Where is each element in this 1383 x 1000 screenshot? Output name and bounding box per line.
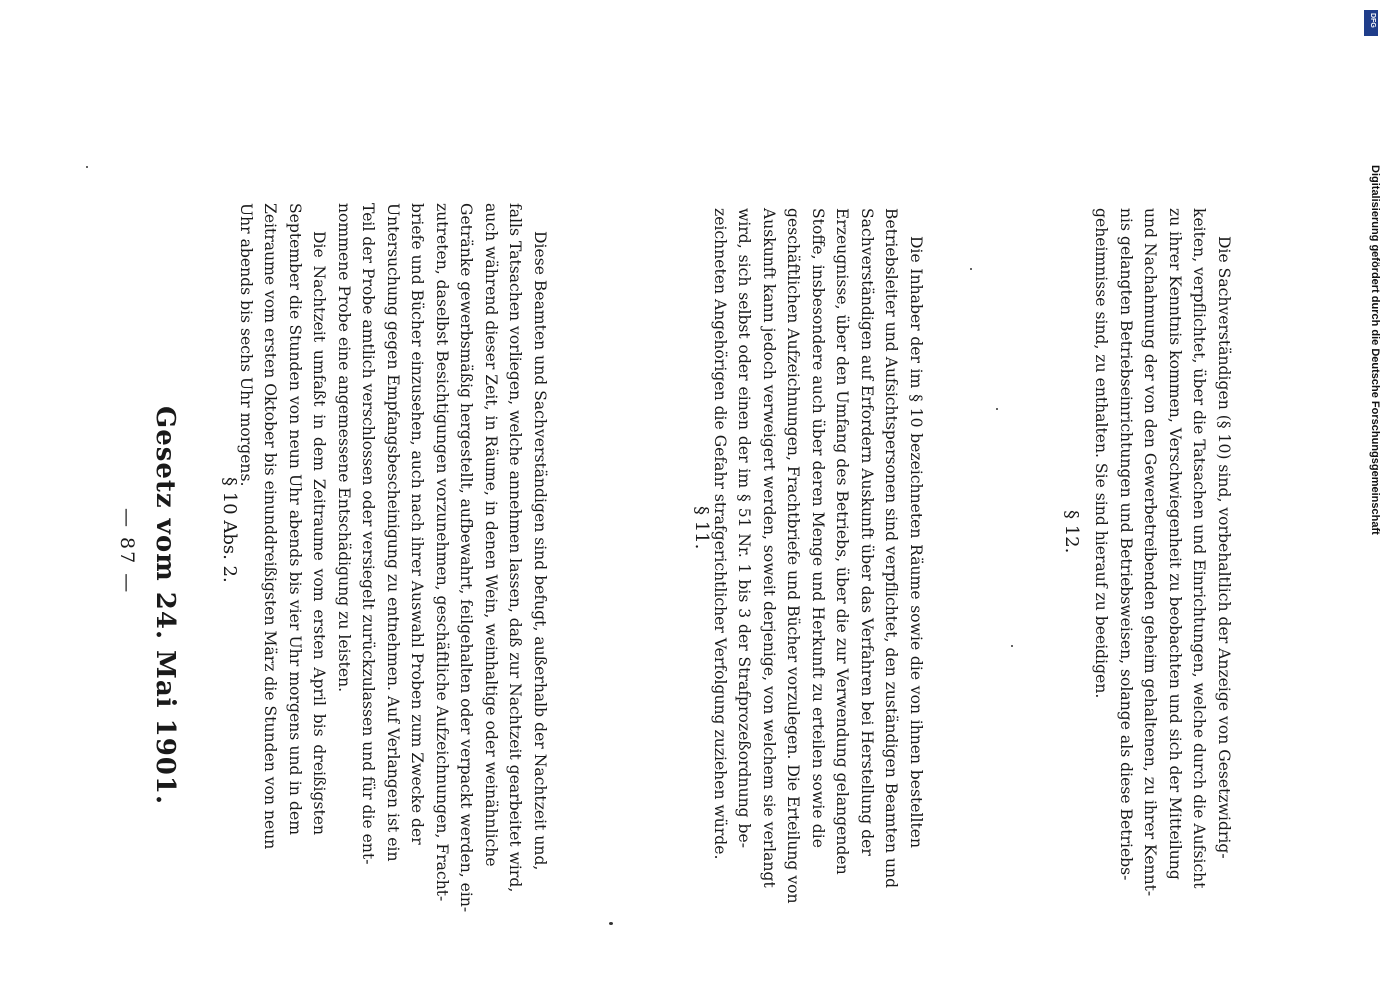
text-line: nis gelangten Betriebseinrichtungen und Betriebsweisen, solange als diese Betriebs- — [1117, 208, 1135, 881]
text-line: Uhr abends bis sechs Uhr morgens. — [237, 203, 255, 487]
text-line: keiten, verpflichtet, über die Tatsachen und Einrichtungen, welche durch die Aufsicht — [1190, 208, 1209, 889]
scan-speck — [970, 268, 972, 270]
dfg-logo: DFG — [1364, 10, 1378, 36]
text-line: zeichneten Angehörigen die Gefahr strafgerichtlicher Verfolgung zuziehen würde. — [711, 208, 729, 860]
text-line: zu ihrer Kenntnis kommen, Verschwiegenheit zu beobachten und sich der Mitteilung — [1166, 208, 1184, 880]
text-line: Sachverständigen auf Erfordern Auskunft über das Verfahren bei Herstellung der — [858, 208, 876, 856]
text-line: Die Inhaber der im § 10 bezeichneten Räume sowie die von ihnen bestellten — [907, 236, 925, 848]
text-line: Untersuchung gegen Empfangsbescheinigung zu entnehmen. Auf Verlangen ist ein — [384, 203, 402, 862]
section-body-11 — [708, 208, 929, 904]
section-heading-10: § 10 Abs. 2. — [219, 477, 240, 583]
text-line: falls Tatsachen vorliegen, welche annehmen lassen, daß zur Nachtzeit gearbeitet wird, — [506, 203, 525, 893]
text-line: Teil der Probe amtlich verschlossen oder versiegelt zurückzulassen und für die ent- — [359, 203, 378, 865]
page-header: — 87 — — [116, 508, 138, 595]
section-body-12 — [1089, 208, 1236, 897]
text-line: Betriebsleiter und Aufsichtspersonen sind verpflichtet, den zuständigen Beamten und — [882, 208, 901, 889]
text-line: Die Nachtzeit umfaßt in dem Zeitraume vom ersten April bis dreißigsten — [310, 231, 329, 835]
text-line: wird, sich selbst oder einen der im § 51 Nr. 1 bis 3 der Strafprozeßordnung be- — [735, 208, 754, 848]
text-line: und Nachahmung der von den Gewerbetreibenden geheim gehaltenen, zu ihrer Kennt- — [1141, 208, 1160, 897]
text-line: Getränke gewerbsmäßig hergestellt, aufbewahrt, feilgehalten oder verpackt werden, ein- — [457, 203, 476, 913]
section-body-10 — [234, 203, 553, 913]
text-line: Die Sachverständigen (§ 10) sind, vorbehaltlich der Anzeige von Gesetzwidrig- — [1215, 236, 1233, 859]
text-line: auch während dieser Zeit, in Räume, in denen Wein, weinhaltige oder weinähnliche — [482, 203, 500, 867]
section-heading-12: § 12. — [1061, 510, 1082, 554]
text-line: geheimnisse sind, zu enthalten. Sie sind hierauf zu beeidigen. — [1092, 208, 1111, 699]
scan-speck — [1011, 645, 1013, 647]
text-line: Stoffe, insbesondere auch über deren Menge und Herkunft zu erteilen sowie die — [809, 208, 827, 848]
digitization-credit: Digitalisierung gefördert durch die Deutsche Forschungsgemeinschaft — [1369, 165, 1381, 535]
text-line: nommene Probe eine angemessene Entschädigung zu leisten. — [335, 203, 353, 693]
text-line: Auskunft kann jedoch verweigert werden, soweit derjenige, von welchem sie verlangt — [760, 208, 778, 888]
section-heading-11: § 11. — [691, 506, 712, 550]
text-line: Diese Beamten und Sachverständigen sind befugt, außerhalb der Nachtzeit und, — [531, 231, 549, 871]
scan-speck — [609, 922, 613, 925]
text-line: Erzeugnisse, über den Umfang des Betriebs, über die zur Verwendung gelangenden — [833, 208, 852, 875]
scan-speck — [996, 408, 998, 410]
text-line: geschäftlichen Aufzeichnungen, Frachtbriefe und Bücher vorzulegen. Die Erteilung von — [784, 208, 803, 904]
scan-speck — [86, 166, 88, 168]
text-line: Zeitraume vom ersten Oktober bis einunddreißigsten März die Stunden von neun — [261, 203, 280, 850]
text-line: zutreten, daselbst Besichtigungen vorzunehmen, geschäftliche Aufzeichnungen, Fracht- — [433, 203, 451, 902]
text-line: September die Stunden von neun Uhr abends bis vier Uhr morgens und in dem — [286, 203, 304, 835]
text-line: briefe und Bücher einzusehen, auch nach ihrer Auswahl Proben zum Zwecke der — [408, 203, 427, 845]
document-title: Gesetz vom 24. Mai 1901. — [150, 406, 180, 806]
